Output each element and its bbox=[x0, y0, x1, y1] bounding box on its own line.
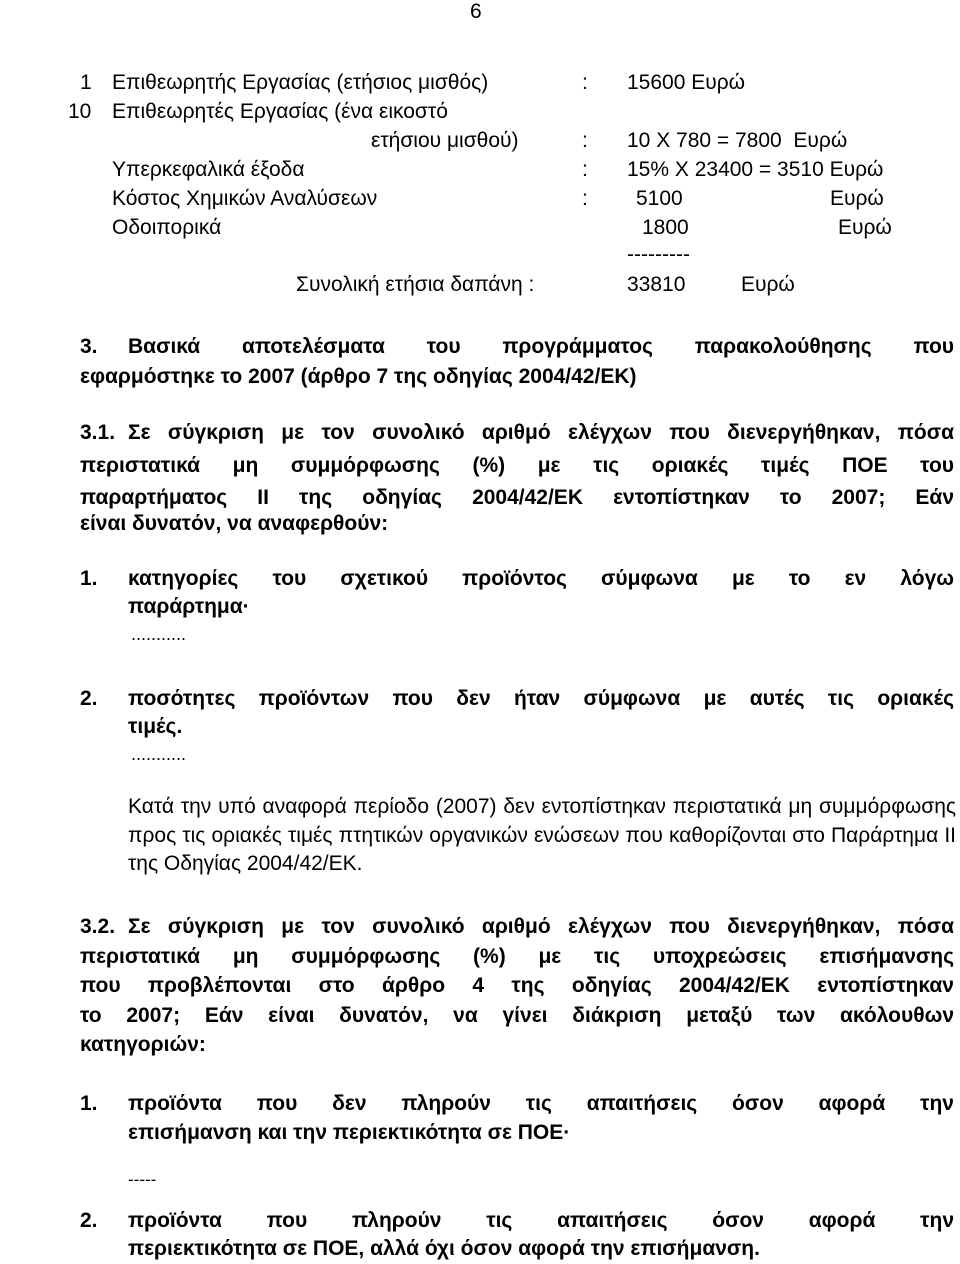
question-line: περιστατικά μη συμμόρφωσης (%) με τις υποχρεώσεις επισήμανσης bbox=[80, 945, 954, 968]
answer-paragraph: Κατά την υπό αναφορά περίοδο (2007) δεν εντοπίστηκαν περιστατικά μη συμμόρφωσης προς τις οριακές τιμές πτητικών οργανικών ενώσεων που καθορίζονται στο Παράρτημα ΙΙ της Οδηγίας 2004/42/ΕΚ. bbox=[128, 795, 956, 875]
section-number: 3. bbox=[80, 335, 98, 358]
section-title-line: εφαρμόστηκε το 2007 (άρθρο 7 της οδηγίας 2004/42/ΕΚ) bbox=[80, 365, 637, 388]
cost-row-unit: Ευρώ bbox=[838, 216, 892, 239]
question-number: 3.2. bbox=[80, 915, 116, 938]
section-title-line: Βασικά αποτελέσματα του προγράμματος παρακολούθησης που bbox=[128, 335, 954, 358]
list-item-line: προϊόντα που δεν πληρούν τις απαιτήσεις όσον αφορά την bbox=[128, 1092, 954, 1115]
placeholder-dashes: ----- bbox=[128, 1170, 157, 1189]
cost-row-colon: : bbox=[582, 129, 588, 152]
total-unit: Ευρώ bbox=[741, 273, 795, 296]
placeholder-dots: ........... bbox=[131, 624, 187, 644]
cost-row-label: Επιθεωρητής Εργασίας (ετήσιος μισθός) bbox=[112, 71, 489, 94]
total-value: 33810 bbox=[627, 273, 686, 296]
question-line: το 2007; Εάν είναι δυνατόν, να γίνει διάκριση μεταξύ των ακόλουθων bbox=[80, 1004, 954, 1027]
question-line: είναι δυνατόν, να αναφερθούν: bbox=[80, 512, 389, 535]
cost-row-label: Υπερκεφαλικά έξοδα bbox=[112, 158, 305, 181]
cost-row-num: 1 bbox=[80, 71, 92, 94]
question-line: Σε σύγκριση με τον συνολικό αριθμό ελέγχων που διενεργήθηκαν, πόσα bbox=[128, 421, 954, 444]
question-number: 3.1. bbox=[80, 421, 116, 444]
question-line: περιστατικά μη συμμόρφωσης (%) με τις οριακές τιμές ΠΟΕ του bbox=[80, 454, 954, 477]
cost-row-value: 15% Χ 23400 = 3510 Ευρώ bbox=[627, 158, 884, 181]
list-item-line: περιεκτικότητα σε ΠΟΕ, αλλά όχι όσον αφορά την επισήμανση. bbox=[128, 1237, 760, 1260]
cost-row-value: 15600 Ευρώ bbox=[627, 71, 746, 94]
cost-row-value: 10 Χ 780 = 7800 Ευρώ bbox=[627, 129, 848, 152]
cost-row-value: 5100 bbox=[636, 187, 683, 210]
list-item-line: προϊόντα που πληρούν τις απαιτήσεις όσον αφορά την bbox=[128, 1209, 954, 1232]
question-line: Σε σύγκριση με τον συνολικό αριθμό ελέγχων που διενεργήθηκαν, πόσα bbox=[128, 915, 954, 938]
list-item-line: κατηγορίες του σχετικού προϊόντος σύμφωνα με το εν λόγω bbox=[128, 567, 954, 590]
list-item-number: 1. bbox=[80, 1092, 98, 1115]
cost-row-colon: : bbox=[582, 71, 588, 94]
placeholder-dots: ........... bbox=[131, 744, 187, 764]
page-number: 6 bbox=[470, 0, 482, 23]
cost-row-label: Επιθεωρητές Εργασίας (ένα εικοστό bbox=[112, 100, 448, 123]
cost-row-label: Οδοιπορικά bbox=[112, 216, 222, 239]
total-label: Συνολική ετήσια δαπάνη : bbox=[296, 273, 535, 296]
cost-row-value: 1800 bbox=[642, 216, 689, 239]
cost-row-num: 10 bbox=[68, 100, 92, 123]
question-line: κατηγοριών: bbox=[80, 1033, 206, 1056]
cost-row-colon: : bbox=[582, 187, 588, 210]
question-line: που προβλέπονται στο άρθρο 4 της οδηγίας 2004/42/ΕΚ εντοπίστηκαν bbox=[80, 974, 954, 997]
list-item-number: 2. bbox=[80, 687, 98, 710]
question-line: παραρτήματος ΙΙ της οδηγίας 2004/42/ΕΚ εντοπίστηκαν το 2007; Εάν bbox=[80, 486, 954, 509]
list-item-line: ποσότητες προϊόντων που δεν ήταν σύμφωνα με αυτές τις οριακές bbox=[128, 687, 954, 710]
cost-row-label: Κόστος Χημικών Αναλύσεων bbox=[112, 187, 378, 210]
cost-row-label: ετήσιου μισθού) bbox=[371, 129, 519, 152]
list-item-line: επισήμανση και την περιεκτικότητα σε ΠΟΕ· bbox=[128, 1121, 571, 1144]
list-item-line: τιμές. bbox=[128, 715, 183, 738]
cost-row-colon: : bbox=[582, 158, 588, 181]
list-item-line: παράρτημα· bbox=[128, 595, 250, 618]
sum-separator: --------- bbox=[627, 243, 690, 266]
list-item-number: 2. bbox=[80, 1209, 98, 1232]
list-item-number: 1. bbox=[80, 567, 98, 590]
cost-row-unit: Ευρώ bbox=[830, 187, 884, 210]
